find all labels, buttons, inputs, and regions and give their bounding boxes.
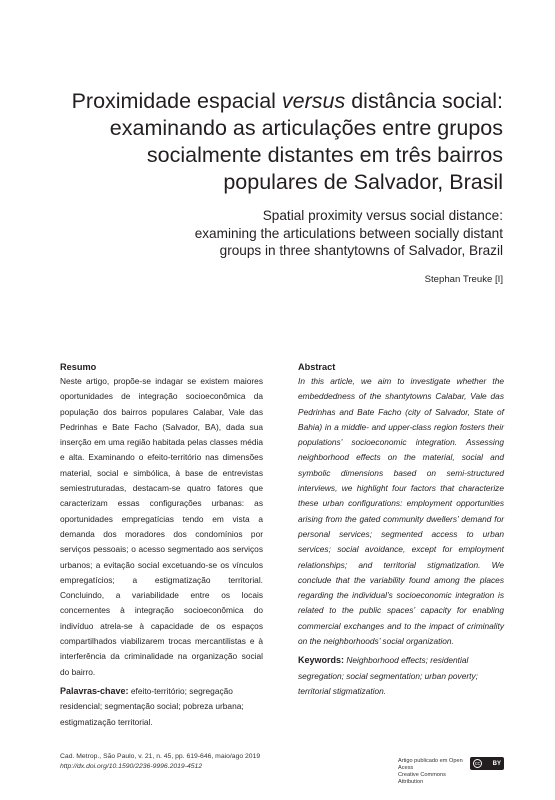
keywords-label: Palavras-chave: xyxy=(60,685,129,696)
article-subtitle xyxy=(120,207,503,260)
keywords-text: efeito-território; segregação residencial; segmentação social; pobreza urbana; estigmatização territorial. xyxy=(60,685,244,727)
author-name: Stephan Treuke [I] xyxy=(424,274,503,285)
cc-icon: cc xyxy=(475,761,480,767)
keywords-text: Neighborhood effects; residential segregation; social segmentation; urban poverty; territorial stigmatization. xyxy=(298,655,478,696)
subtitle-line-3: groups in three shantytowns of Salvador, Brazil xyxy=(219,243,503,258)
title-line-1: Proximidade espacial versus distância social: xyxy=(71,89,503,113)
subtitle-line-1: Spatial proximity versus social distance: xyxy=(262,208,503,223)
abstract-body: In this article, we aim to investigate whether the embeddedness of the shantytowns Calabar, Vale das Pedrinhas and Bate Facho (city of Salvador, State of Bahia) in a middle- and upper-class region fosters their populations’ socioeconomic integration. Assessing neighborhood effects on the material, social and symbolic dimensions based on semi-structured interviews, we highlight four factors that characterize these urban configurations: employment opportunities arising from the gated community dwellers’ demand for personal services; segmented access to urban services; social avoidance, except for employment relationships; and territorial stigmatization. We conclude that the variability found among the places regarding the individual’s socioeconomic integration is related to the public spaces’ capacity for enabling commercial exchanges and to the impact of criminality on the neighborhoods’ social organization. xyxy=(298,376,504,647)
license-line-1: Artigo publicado em Open Acess xyxy=(398,758,463,771)
title-line-4: populares de Salvador, Brasil xyxy=(223,170,503,194)
title-line-3: socialmente distantes em três bairros xyxy=(146,143,503,167)
article-title xyxy=(60,88,503,196)
abstract-heading: Abstract xyxy=(298,362,336,372)
abstract-section xyxy=(298,360,504,699)
title-line-2: examinando as articulações entre grupos xyxy=(109,116,503,140)
citation: Cad. Metrop., São Paulo, v. 21, n. 45, pp. 619-646, maio/ago 2019 xyxy=(60,753,261,760)
keywords-label: Keywords: xyxy=(298,655,345,666)
by-label: BY xyxy=(492,760,501,767)
resumo-section xyxy=(60,360,263,730)
journal-footer xyxy=(60,752,260,772)
cc-by-badge[interactable] xyxy=(470,757,504,770)
abstract-keywords xyxy=(298,653,504,699)
resumo-keywords xyxy=(60,684,263,730)
resumo-body: Neste artigo, propõe-se indagar se existem maiores oportunidades de integração socioeconômica da população dos bairros populares Calabar, Vale das Pedrinhas e Bate Facho (Salvador, BA), dada sua inserção em uma região habitada pelas classes média e alta. Examinando o efeito-território nas dimensões material, social e simbólica, à base de entrevistas semiestruturadas, destacam-se quatro fatores que caracterizam essas configurações urbanas: as oportunidades empregatícias tendo em vista a demanda dos moradores dos condomínios por serviços pessoais; o acesso segmentado aos serviços urbanos; a evitação social excetuando-se os vínculos empregatícios; a estigmatização territorial. Concluindo, a variabilidade entre os locais concernentes à integração socioeconômica do indivíduo atrela-se à capacidade de os espaços compartilhados viabilizarem trocas mercantilistas e à interferência da criminalidade na organização social do bairro. xyxy=(60,376,263,677)
license-line-2: Creative Commons Attribution xyxy=(398,772,446,785)
subtitle-line-2: examining the articulations between socially distant xyxy=(194,225,503,241)
license-text xyxy=(398,758,468,786)
resumo-heading: Resumo xyxy=(60,362,97,372)
doi-link[interactable]: http://dx.doi.org/10.1590/2236-9996.2019-4512 xyxy=(60,763,203,770)
